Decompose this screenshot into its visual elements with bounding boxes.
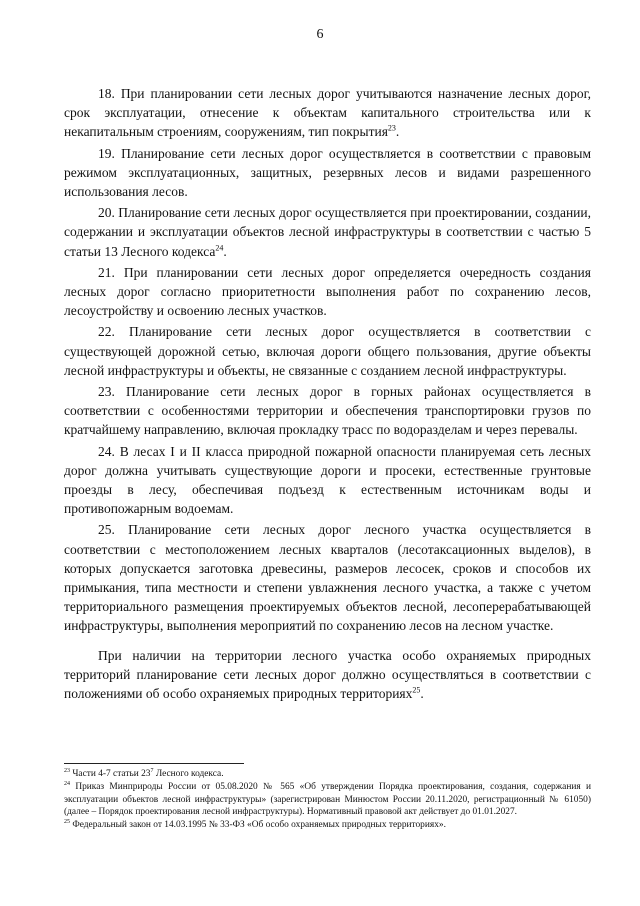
paragraph-22: [64, 322, 591, 380]
article-superscript: 7: [150, 767, 154, 774]
footnote-text: Части 4-7 статьи 23: [72, 769, 151, 779]
footnote-mark: 25: [64, 819, 70, 826]
footnote-25: [64, 819, 591, 832]
footnote-text: Федеральный закон от 14.03.1995 № 33-ФЗ «Об особо охраняемых природных территориях».: [72, 820, 446, 831]
paragraph-25: [64, 520, 591, 635]
paragraph-tail: .: [395, 124, 400, 140]
paragraph-text: 20. Планирование сети лесных дорог осуществляется при проектировании, создании, содержании и эксплуатации объектов лесной инфраструктуры в соответствии с частью 5 статьи 13 Лесного кодекса: [64, 205, 591, 259]
paragraph-text: 21. При планировании сети лесных дорог определяется очередность создания лесных дорог согласно приоритетности выполнения работ по сохранению лесов, лесоустройству и освоению лесных участков.: [64, 264, 591, 319]
footnotes: [64, 768, 591, 832]
paragraph-text: 25. Планирование сети лесных дорог лесного участка осуществляется в соответствии с местоположением лесных кварталов (лесотаксационных выделов), в которых допускается заготовка древесины, размеров лесосек, сроков и способов их примыкания, типа местности и степени увлажнения лесного участка, а также с учетом территориального размещения проектируемых объектов лесной, лесоперерабатывающей инфраструктуры, выполнения мероприятий по сохранению лесов на лесном участке.: [64, 522, 591, 634]
footnote-mark: 23: [64, 767, 70, 774]
paragraph-text: 19. Планирование сети лесных дорог осуществляется в соответствии с правовым режимом эксплуатационных, защитных, резервных лесов и видами разрешенного использования лесов.: [64, 145, 591, 200]
paragraph-text: 22. Планирование сети лесных дорог осуществляется в соответствии с существующей дорожной сетью, включая дороги общего пользования, другие объекты лесной инфраструктуры и объекты, не связанные с созданием лесной инфраструктуры.: [64, 324, 591, 378]
page-number: 6: [316, 27, 324, 42]
footnote-separator: [64, 763, 244, 764]
paragraph-protected-territories: [64, 646, 591, 704]
document-body: [64, 84, 591, 705]
paragraph-23: [64, 382, 591, 440]
footnote-mark: 24: [64, 780, 70, 787]
paragraph-20: [64, 203, 591, 261]
paragraph-text: 23. Планирование сети лесных дорог в горных районах осуществляется в соответствии с особенностями территории и обеспечения транспортировки грузов по кратчайшему направлению, включая прокладку трасс по водоразделам и через перевалы.: [64, 384, 591, 438]
paragraph-text: 18. При планировании сети лесных дорог учитываются назначение лесных дорог, срок эксплуатации, отнесение к объектам капитального строительства или к некапитальным строениям, сооружениям, тип покрытия: [64, 86, 591, 140]
footnote-text-tail: Лесного кодекса.: [153, 769, 224, 779]
paragraph-24: [64, 442, 591, 519]
paragraph-21: [64, 263, 591, 321]
footnote-ref: 24: [215, 243, 224, 253]
footnote-23: [64, 768, 591, 781]
footnote-24: [64, 781, 591, 819]
paragraph-text: 24. В лесах I и II класса природной пожарной опасности планируемая сеть лесных дорог должна учитывать существующие дороги и просеки, естественные грунтовые проезды в лесу, обеспечивая подъезд к естественным источникам воды и противопожарным водоемам.: [64, 443, 591, 517]
paragraph-tail: .: [223, 243, 227, 259]
footnote-ref: 23: [387, 123, 396, 133]
paragraph-text: При наличии на территории лесного участка особо охраняемых природных территорий планирование сети лесных дорог должно осуществляться в соответствии с положениями об особо охраняемых природных территориях: [64, 647, 591, 702]
footnote-ref: 25: [412, 685, 421, 695]
paragraph-18: [64, 84, 591, 142]
paragraph-tail: .: [420, 686, 424, 702]
footnote-text: Приказ Минприроды России от 05.08.2020 № 565 «Об утверждении Порядка проектирования, создания, содержания и эксплуатации объектов лесной инфраструктуры» (зарегистрирован Минюстом России 20.11.2020, регистрационный № 61050) (далее – Порядок проектирования лесной инфраструктуры). Нормативный правовой акт действует до 01.01.2027.: [64, 781, 591, 818]
paragraph-19: [64, 144, 591, 202]
